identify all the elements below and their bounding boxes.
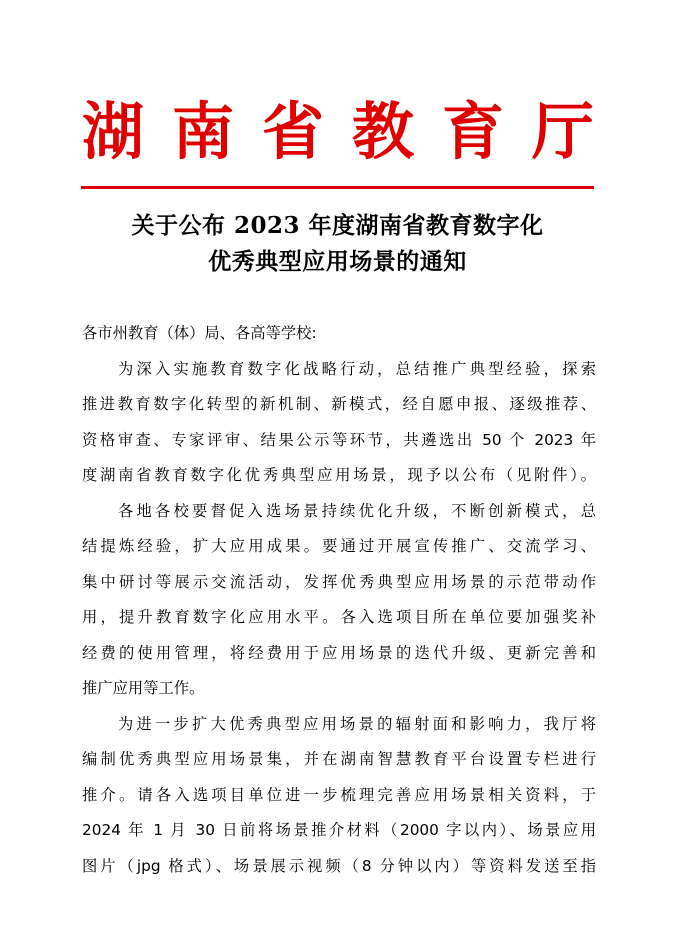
paragraph-line: 2024 年 1 月 30 日前将场景推介材料（2000 字以内）、场景应用: [82, 821, 596, 839]
document-body: [82, 316, 596, 884]
paragraph-line: 为深入实施教育数字化战略行动，总结推广典型经验，探索: [118, 359, 596, 378]
title-line-1: 关于公布 2023 年度湖南省教育数字化: [131, 212, 544, 239]
agency-char: 育: [441, 95, 504, 168]
agency-char: 南: [171, 95, 234, 168]
paragraph-line: 图片（jpg 格式）、场景展示视频（8 分钟以内）等资料发送至指: [82, 856, 596, 875]
paragraph-line: 推广应用等工作。: [82, 679, 205, 697]
agency-char: 厅: [531, 95, 594, 168]
title-line-2: 优秀典型应用场景的通知: [208, 248, 467, 275]
paragraph-2: [82, 494, 596, 707]
paragraph-line: 编制优秀典型应用场景集，并在湖南智慧教育平台设置专栏进行: [82, 750, 596, 768]
document-title: [81, 208, 594, 280]
agency-header: [82, 92, 594, 172]
paragraph-3: [82, 707, 596, 885]
paragraph-line: 各地各校要督促入选场景持续优化升级，不断创新模式，总: [118, 501, 596, 520]
paragraph-line: 用，提升教育数字化应用水平。各入选项目所在单位要加强奖补: [82, 608, 596, 626]
paragraph-line: 经费的使用管理，将经费用于应用场景的迭代升级、更新完善和: [82, 643, 596, 662]
header-divider: [81, 186, 594, 189]
paragraph-line: 资格审查、专家评审、结果公示等环节，共遴选出 50 个 2023 年: [82, 430, 596, 449]
salutation: 各市州教育（体）局、各高等学校:: [82, 324, 317, 342]
paragraph-line: 集中研讨等展示交流活动，发挥优秀典型应用场景的示范带动作: [82, 572, 596, 591]
paragraph-line: 推进教育数字化转型的新机制、新模式，经自愿申报、逐级推荐、: [82, 395, 596, 413]
agency-char: 教: [351, 95, 414, 168]
paragraph-line: 结提炼经验，扩大应用成果。要通过开展宣传推广、交流学习、: [82, 537, 596, 555]
paragraph-1: [82, 352, 596, 494]
paragraph-line: 推介。请各入选项目单位进一步梳理完善应用场景相关资料，于: [82, 785, 596, 804]
agency-char: 湖: [82, 95, 145, 168]
paragraph-line: 为进一步扩大优秀典型应用场景的辐射面和影响力，我厅将: [118, 714, 596, 733]
agency-char: 省: [261, 95, 324, 168]
paragraph-line: 度湖南省教育数字化优秀典型应用场景，现予以公布（见附件）。: [82, 466, 596, 484]
